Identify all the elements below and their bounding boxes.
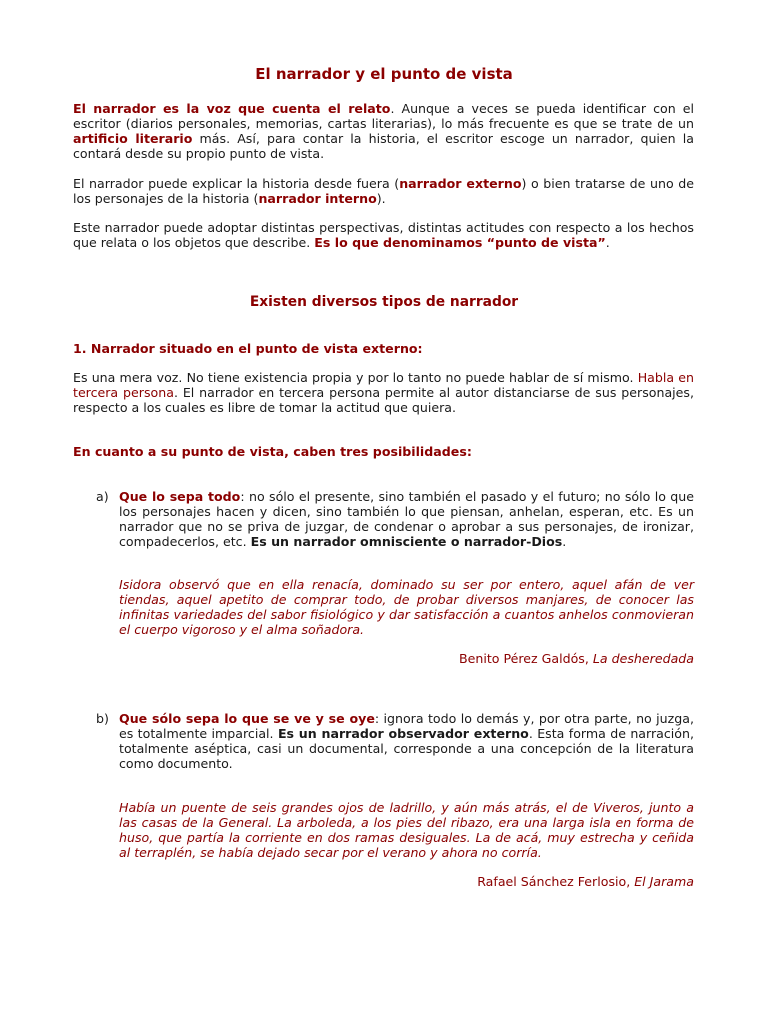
possibilities-heading: En cuanto a su punto de vista, caben tres posibilidades: bbox=[73, 444, 472, 459]
intro-paragraph-2 bbox=[73, 176, 694, 206]
item-a-label: a) bbox=[96, 489, 109, 504]
item-b-text: : ignora todo lo demás y, por otra parte, no juzga, es totalmente imparcial. bbox=[119, 711, 694, 741]
citation-author: Rafael Sánchez Ferlosio, bbox=[477, 874, 635, 889]
narrador-interno-term: narrador interno bbox=[258, 191, 377, 206]
intro-text: El narrador puede explicar la historia desde fuera ( bbox=[73, 176, 400, 191]
omnisciente-definition: Es un narrador omnisciente o narrador-Dios bbox=[250, 534, 563, 549]
item-b-label: b) bbox=[96, 711, 109, 726]
observador-externo-definition: Es un narrador observador externo bbox=[277, 726, 529, 741]
item-b-citation bbox=[119, 874, 694, 889]
narrador-definition: El narrador es la voz que cuenta el relato bbox=[73, 101, 391, 116]
page-title: El narrador y el punto de vista bbox=[255, 65, 513, 83]
citation-work: La desheredada bbox=[592, 651, 694, 666]
intro-paragraph-1 bbox=[73, 101, 694, 161]
artificio-literario-term: artificio literario bbox=[73, 131, 193, 146]
intro-text: . bbox=[605, 235, 610, 250]
intro-text: más. Así, para contar la historia, el escritor escoge un narrador, quien la contará desde su propio punto de vista. bbox=[73, 131, 694, 161]
section-1-text: Es una mera voz. No tiene existencia propia y por lo tanto no puede hablar de sí mismo. bbox=[73, 370, 638, 385]
item-b-quote: Había un puente de seis grandes ojos de ladrillo, y aún más atrás, el de Viveros, junto a las casas de la General. La arboleda, a los pies del ribazo, era una larga isla en forma de huso, que partía la corriente en dos ramas desiguales. La de acá, muy estrecha y ceñida al terraplén, se había dejado secar por el verano y ahora no corría. bbox=[119, 800, 694, 860]
item-a-text: . bbox=[562, 534, 567, 549]
intro-text: ). bbox=[376, 191, 386, 206]
item-b-paragraph bbox=[119, 711, 694, 771]
intro-text: . Aunque a veces se pueda identificar con el escritor (diarios personales, memorias, cartas literarias), lo más frecuente es que se trate de un bbox=[73, 101, 694, 131]
intro-paragraph-3 bbox=[73, 220, 694, 250]
narrador-externo-term: narrador externo bbox=[399, 176, 522, 191]
item-a-citation bbox=[119, 651, 694, 666]
section-1-heading: 1. Narrador situado en el punto de vista externo: bbox=[73, 341, 423, 356]
punto-de-vista-definition: Es lo que denominamos “punto de vista” bbox=[314, 235, 606, 250]
citation-author: Benito Pérez Galdós, bbox=[458, 651, 593, 666]
item-a-paragraph bbox=[119, 489, 694, 549]
section-1-text: . El narrador en tercera persona permite al autor distanciarse de sus personajes, respecto a los cuales es libre de tomar la actitud que quiera. bbox=[73, 385, 694, 415]
item-a-term: Que lo sepa todo bbox=[119, 489, 241, 504]
intro-text: Este narrador puede adoptar distintas perspectivas, distintas actitudes con respecto a los hechos que relata o los objetos que describe. bbox=[73, 220, 694, 250]
intro-text: ) o bien tratarse de uno de los personajes de la historia ( bbox=[73, 176, 694, 206]
section-heading: Existen diversos tipos de narrador bbox=[249, 294, 519, 310]
item-a-quote: Isidora observó que en ella renacía, dominado su ser por entero, aquel afán de ver tiendas, aquel apetito de comprar todo, de probar diversos manjares, de conocer las infinitas variedades del sabor fisiológico y dar satisfacción a cuantos anhelos conmovieran el cuerpo vigoroso y el alma soñadora. bbox=[119, 577, 694, 637]
section-1-paragraph bbox=[73, 370, 694, 415]
item-b-term: Que sólo sepa lo que se ve y se oye bbox=[119, 711, 375, 726]
item-b-text: . Esta forma de narración, totalmente aséptica, casi un documental, corresponde a una concepción de la literatura como documento. bbox=[119, 726, 694, 771]
item-a-text: : no sólo el presente, sino también el pasado y el futuro; no sólo lo que los personajes hacen y dicen, sino también lo que piensan, anhelan, esperan, etc. Es un narrador que no se priva de juzgar, de condenar o aprobar a sus personajes, de ironizar, compadecerlos, etc. bbox=[119, 489, 694, 549]
tercera-persona-term: Habla en tercera persona bbox=[73, 370, 694, 400]
citation-work: El Jarama bbox=[634, 874, 694, 889]
